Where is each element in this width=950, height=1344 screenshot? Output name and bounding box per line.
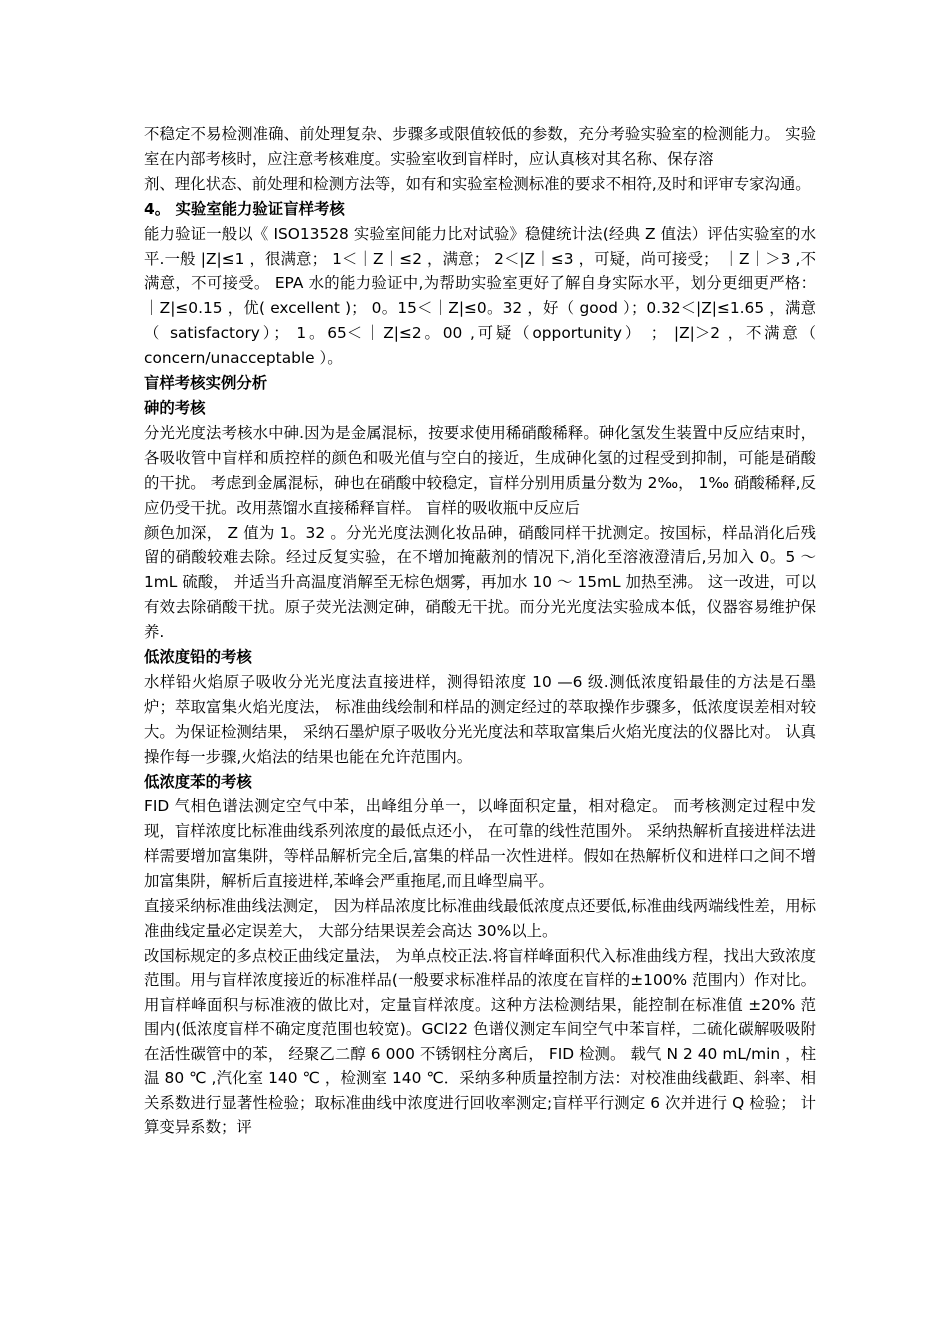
paragraph-intro-1: 不稳定不易检测准确、前处理复杂、步骤多或限值较低的参数，充分考验实验室的检测能力。 实验室在内部考核时，应注意考核难度。实验室收到盲样时，应认真核对其名称、保存溶 — [144, 125, 816, 168]
paragraph-lead: 水样铅火焰原子吸收分光光度法直接进样，测得铅浓度 10 —6 级.测低浓度铅最佳的方法是石墨炉；萃取富集火焰光度法， 标准曲线绘制和样品的测定经过的萃取操作步骤多，低浓度误差相对较大。为保证检测结果， 采纳石墨炉原子吸收分光光度法和萃取富集后火焰光度法的仪器比对。 认真操作每一步骤,火焰法的结果也能在允许范围内。 — [144, 672, 816, 766]
heading-lead: 低浓度铅的考核 — [144, 648, 252, 667]
heading-arsenic: 砷的考核 — [144, 398, 206, 417]
paragraph-benzene-3: 改国标规定的多点校正曲线定量法， 为单点校正法.将盲样峰面积代入标准曲线方程，找出大致浓度范围。用与盲样浓度接近的标准样品(一般要求标准样品的浓度在盲样的±100% 范围内）作对比。 用盲样峰面积与标准液的做比对，定量盲样浓度。这种方法检测结果，能控制在标准值 ±20% 范围内(低浓度盲样不确定度范围也较宽)。GCl22 色谱仪测定车间空气中苯盲样，二硫化碳解吸吸附在活性碳管中的苯， 经聚乙二醇 6 000 不锈钢柱分离后， FID 检测。 载气 N 2 40 mL/min ，柱温 80 ℃ ,汽化室 140 ℃ ，检测室 140 ℃．采纳多种质量控制方法：对校准曲线截距、斜率、相关系数进行显著性检验；取标准曲线中浓度进行回收率测定;盲样平行测定 6 次并进行 Q 检验； 计算变异系数；评 — [144, 946, 816, 1137]
heading-case-analysis: 盲样考核实例分析 — [144, 374, 268, 393]
paragraph-arsenic-1: 分光光度法考核水中砷.因为是金属混标，按要求使用稀硝酸稀释。砷化氢发生装置中反应结束时，各吸收管中盲样和质控样的颜色和吸光值与空白的接近，生成砷化氢的过程受到抑制，可能是硝酸的干扰。 考虑到金属混标，砷也在硝酸中较稳定，盲样分别用质量分数为 2‰， 1‰ 硝酸稀释,反应仍受干扰。改用蒸馏水直接稀释盲样。 盲样的吸收瓶中反应后 — [144, 423, 816, 517]
heading-benzene: 低浓度苯的考核 — [144, 772, 252, 791]
document-page — [144, 122, 816, 1140]
paragraph-proficiency-testing: 能力验证一般以《 ISO13528 实验室间能力比对试验》稳健统计法(经典 Z 值法）评估实验室的水平.一般 |Z|≤1 ，很满意； 1＜｜Z｜≤2 ，满意； 2＜|Z｜≤3 ，可疑，尚可接受； ｜Z｜＞3 ,不满意，不可接受。 EPA 水的能力验证中,为帮助实验室更好了解自身实际水平，划分更细更严格： ｜Z|≤0.15 ，优( excellent )； 0。15＜｜Z|≤0。32 ，好（ good ）；0.32＜|Z|≤1.65 ，满意（ satisfactory）； 1。65＜｜Z|≤2。00 ,可疑（opportunity） ； |Z|＞2 ，不满意（ concern/unacceptable ）。 — [144, 224, 816, 368]
heading-section-4: 4。 实验室能力验证盲样考核 — [144, 199, 345, 218]
paragraph-arsenic-2: 颜色加深， Z 值为 1。32 。分光光度法测化妆品砷，硝酸同样干扰测定。按国标，样品消化后残留的硝酸较难去除。经过反复实验，在不增加掩蔽剂的情况下,消化至溶液澄清后,另加入 0。5 ～ 1mL 硫酸， 并适当升高温度消解至无棕色烟雾，再加水 10 ～ 15mL 加热至沸。 这一改进，可以有效去除硝酸干扰。原子荧光法测定砷，硝酸无干扰。而分光光度法实验成本低，仪器容易维护保养. — [144, 523, 816, 642]
paragraph-benzene-2: 直接采纳标准曲线法测定， 因为样品浓度比标准曲线最低浓度点还要低,标准曲线两端线性差，用标准曲线定量必定误差大， 大部分结果误差会高达 30%以上。 — [144, 897, 816, 940]
paragraph-intro-2: 剂、理化状态、前处理和检测方法等，如有和实验室检测标准的要求不相符,及时和评审专家沟通。 — [144, 174, 811, 193]
paragraph-benzene-1: FID 气相色谱法测定空气中苯，出峰组分单一，以峰面积定量，相对稳定。 而考核测定过程中发现，盲样浓度比标准曲线系列浓度的最低点还小， 在可靠的线性范围外。 采纳热解析直接进样法进样需要增加富集阱，等样品解析完全后,富集的样品一次性进样。假如在热解析仪和进样口之间不增加富集阱，解析后直接进样,苯峰会严重拖尾,而且峰型扁平。 — [144, 797, 816, 891]
